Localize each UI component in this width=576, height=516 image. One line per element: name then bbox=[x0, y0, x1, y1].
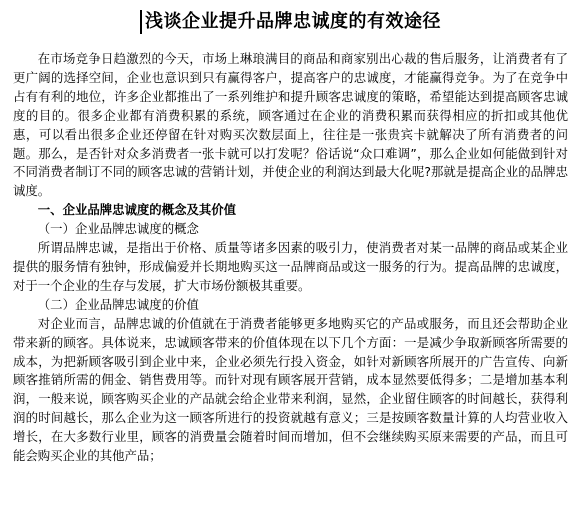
subsection-1-heading: （一）企业品牌忠诚度的概念 bbox=[37, 221, 199, 237]
text-cursor bbox=[140, 10, 142, 34]
subsection-2-paragraph: 对企业而言，品牌忠诚的价值就在于消费者能够更多地购买它的产品或服务，而且还会帮助企业带来新的顾客。具体说来，忠诚顾客带来的价值体现在以下几个方面：一是减少争取新顾客所需要的成本，为把新顾客吸引到企业中来，企业必须先行投入资金，如针对新顾客所展开的广告宣传、向新顾客推销所需的佣金、销售费用等。而针对现有顾客展开营销，成本显然要低得多；二是增加基本利润，一般来说，顾客购买企业的产品就会给企业带来利润，显然，企业留住顾客的时间越长，获得利润的时间越长，那么企业为这一顾客所进行的投资就越有意义；三是按顾客数量计算的人均营业收入增长，在大多数行业里，顾客的消费量会随着时间而增加，但不会继续购买原来需要的产品，而且可能会购买企业的其他产品； bbox=[13, 315, 568, 464]
section-1-heading: 一、企业品牌忠诚度的概念及其价值 bbox=[37, 202, 237, 218]
subsection-2-heading: （二）企业品牌忠诚度的价值 bbox=[37, 296, 199, 312]
document-title: 浅谈企业提升品牌忠诚度的有效途径 bbox=[145, 11, 441, 32]
document-body bbox=[13, 50, 568, 466]
intro-paragraph: 在市场竞争日趋激烈的今天，市场上琳琅满目的商品和商家别出心裁的售后服务，让消费者有了更广阔的选择空间，企业也意识到只有赢得客户，提高客户的忠诚度，才能赢得竞争。为了在竞争中占有有利的地位，许多企业都推出了一系列维护和提升顾客忠诚度的策略，希望能达到提高顾客忠诚度的目的。很多企业都有消费积累的系统，顾客通过在企业的消费积累而获得相应的折扣或其他优惠，可以看出很多企业还停留在针对购买次数层面上，往往是一张贵宾卡就解决了所有消费者的问题。那么，是否针对众多消费者一张卡就可以打发呢？俗话说“众口难调”，那么企业如何能做到针对不同消费者制订不同的顾客忠诚的营销计划，并使企业的利润达到最大化呢?那就是提高企业的品牌忠诚度。 bbox=[13, 51, 568, 199]
subsection-1-paragraph: 所谓品牌忠诚，是指出于价格、质量等诸多因素的吸引力，使消费者对某一品牌的商品或某企业提供的服务情有独钟，形成偏爱并长期地购买这一品牌商品或这一服务的行为。提高品牌的忠诚度，对于一个企业的生存与发展，扩大市场份额极其重要。 bbox=[13, 240, 568, 293]
